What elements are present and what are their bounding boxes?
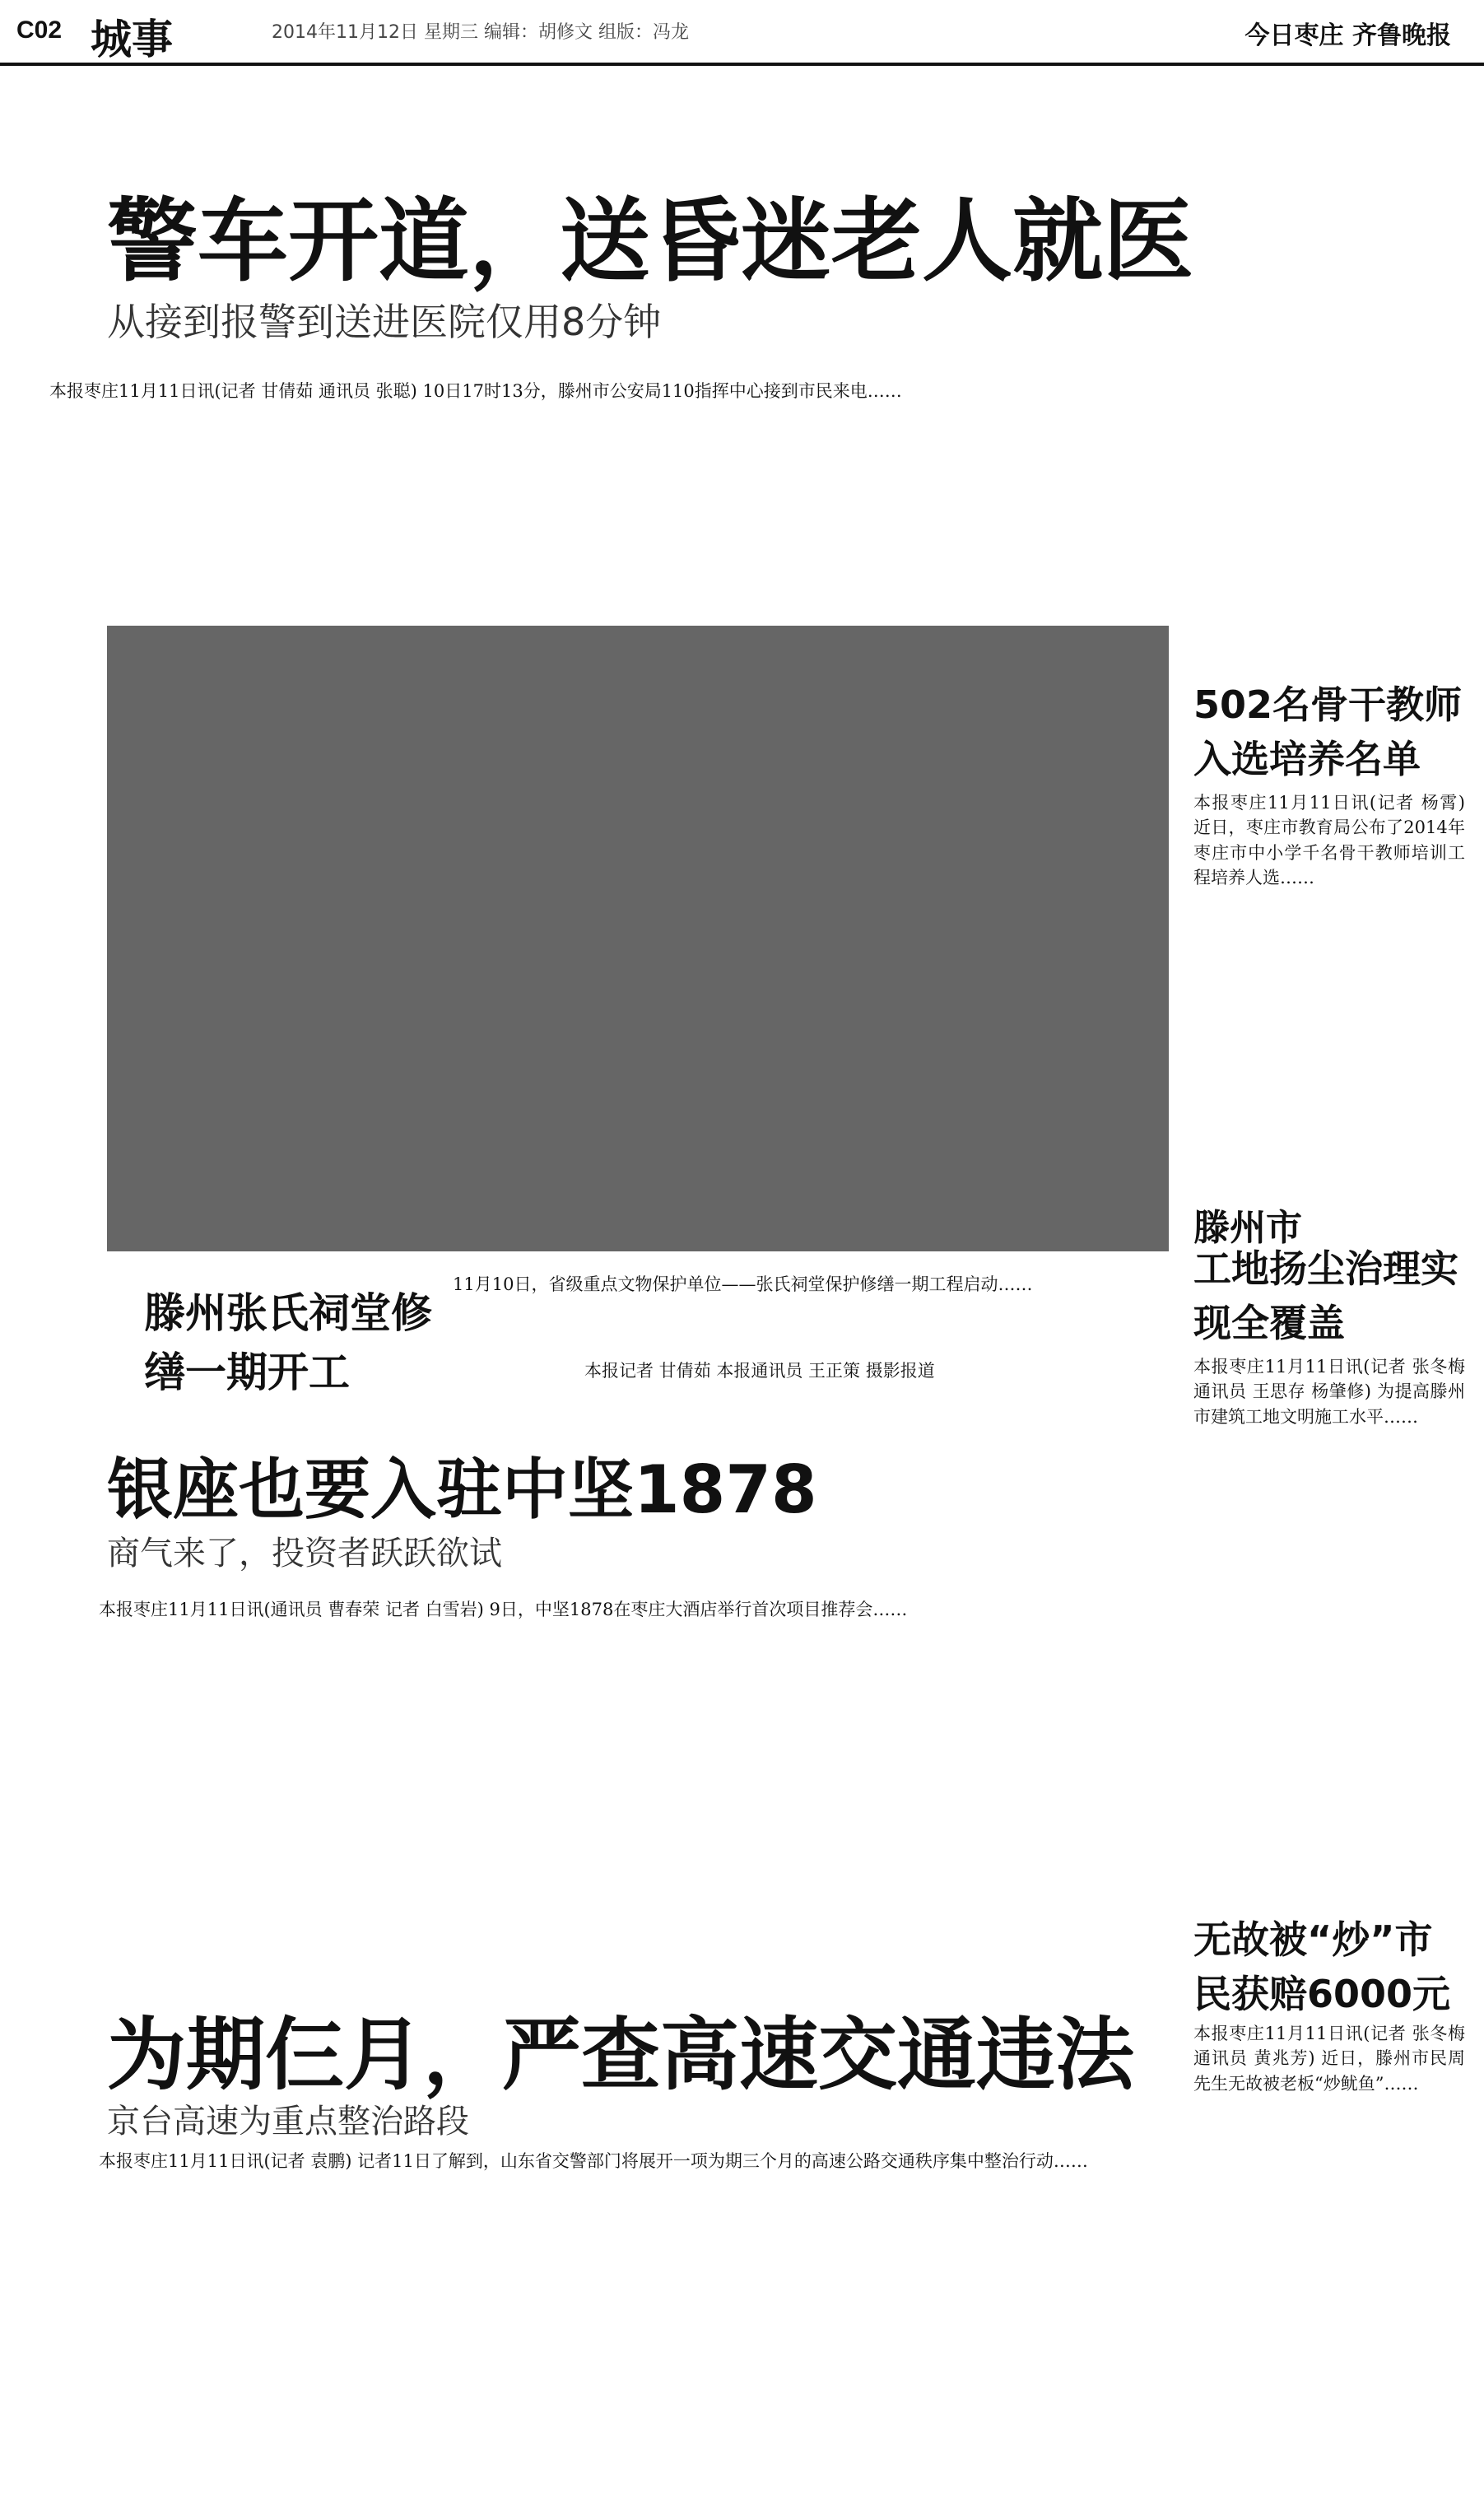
side2-body: 本报枣庄11月11日讯(记者 张冬梅 通讯员 王思存 杨肇修) 为提高滕州市建筑工地文明施工水平…… (1193, 1357, 1465, 1427)
story1-headline: 警车开道，送昏迷老人就医 (107, 189, 1193, 294)
side3-headline: 无故被“炒”市民获赔6000元 (1193, 1917, 1451, 2016)
photo-caption: 11月10日，省级重点文物保护单位——张氏祠堂保护修缮一期工程启动…… (453, 1274, 1033, 1294)
ancestral-hall-photo (107, 626, 1169, 1251)
side3-body: 本报枣庄11月11日讯(记者 张冬梅 通讯员 黄兆芳) 近日，滕州市民周先生无故被老板“炒鱿鱼”…… (1193, 2024, 1465, 2094)
story3-headline: 为期仨月，严查高速交通违法 (107, 2009, 1134, 2101)
page-number: C02 (16, 16, 63, 44)
side2-headline: 工地扬尘治理实现全覆盖 (1193, 1246, 1458, 1345)
story2-headline: 银座也要入驻中坚1878 (107, 1451, 817, 1528)
photo-feature-title: 滕州张氏祠堂修缮一期开工 (144, 1289, 432, 1396)
photo-credit: 本报记者 甘倩茹 本报通讯员 王正策 摄影报道 (584, 1361, 935, 1381)
issue-meta: 2014年11月12日 星期三 编辑：胡修文 组版：冯龙 (272, 22, 689, 43)
page-header (0, 0, 1484, 66)
story2-body: 本报枣庄11月11日讯(通讯员 曹春荣 记者 白雪岩) 9日，中坚1878在枣庄大酒店举行首次项目推荐会…… (99, 1600, 908, 1619)
side1-body: 本报枣庄11月11日讯(记者 杨霄) 近日，枣庄市教育局公布了2014年枣庄市中小学千名骨干教师培训工程培养人选…… (1193, 793, 1465, 888)
story1-body: 本报枣庄11月11日讯(记者 甘倩茹 通讯员 张聪) 10日17时13分，滕州市公安局110指挥中心接到市民来电…… (49, 381, 902, 401)
paper-name: 今日枣庄 齐鲁晚报 (1244, 21, 1451, 50)
section-title: 城事 (91, 16, 173, 63)
side2-kicker: 滕州市 (1193, 1207, 1302, 1249)
story1-deck: 从接到报警到送进医院仅用8分钟 (107, 300, 662, 344)
story3-body: 本报枣庄11月11日讯(记者 袁鹏) 记者11日了解到，山东省交警部门将展开一项为期三个月的高速公路交通秩序集中整治行动…… (99, 2151, 1088, 2171)
side1-headline: 502名骨干教师入选培养名单 (1193, 682, 1463, 781)
story3-deck: 京台高速为重点整治路段 (107, 2103, 469, 2141)
story2-deck: 商气来了，投资者跃跃欲试 (107, 1535, 502, 1572)
